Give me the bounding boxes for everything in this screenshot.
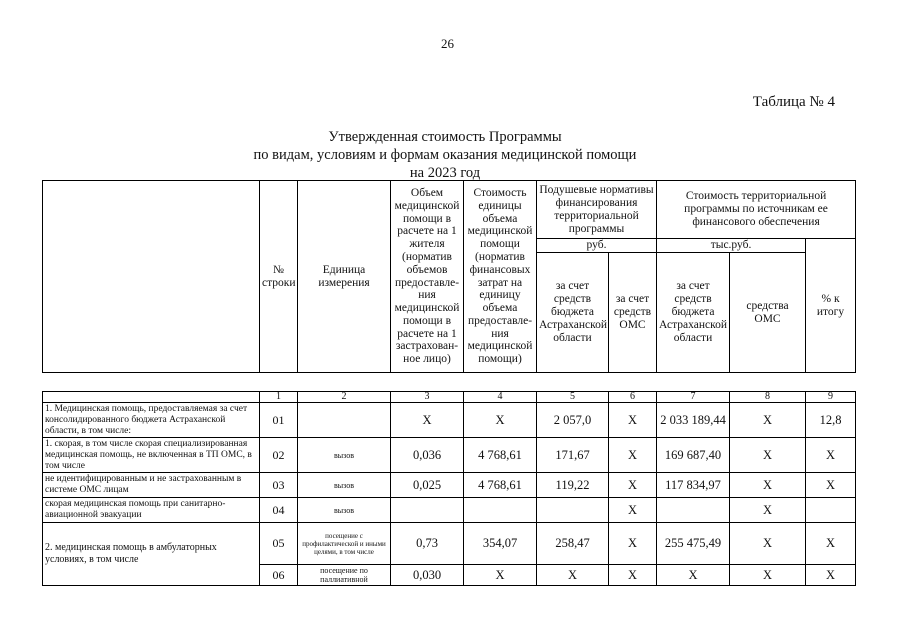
row-oms-per-capita: X bbox=[609, 438, 657, 473]
data-table bbox=[42, 391, 856, 586]
row-oms-total: X bbox=[730, 403, 806, 438]
row-budget-total bbox=[657, 498, 730, 523]
row-oms-total: X bbox=[730, 565, 806, 586]
row-number: 03 bbox=[260, 473, 298, 498]
row-description: 2. медицинская помощь в амбулаторных условиях, в том числе bbox=[43, 523, 260, 586]
header-cost: Стоимость единицы объема медицинской помощи (норматив финансовых затрат на единицу объема предоставле-ния медицинской помощи) bbox=[464, 181, 537, 373]
row-cost: 4 768,61 bbox=[464, 438, 537, 473]
header-volume: Объем медицинской помощи в расчете на 1 жителя (норматив объемов предоставле-ния медицинской помощи в расчете на 1 застрахован-ное лицо) bbox=[391, 181, 464, 373]
header-table bbox=[42, 180, 856, 373]
column-number: 1 bbox=[260, 392, 298, 403]
table-row bbox=[43, 498, 856, 523]
table-row bbox=[43, 473, 856, 498]
row-oms-per-capita: X bbox=[609, 403, 657, 438]
table-row bbox=[43, 403, 856, 438]
row-number: 02 bbox=[260, 438, 298, 473]
row-number: 01 bbox=[260, 403, 298, 438]
column-number: 4 bbox=[464, 392, 537, 403]
row-budget-total: 255 475,49 bbox=[657, 523, 730, 565]
title-line-3: на 2023 год bbox=[409, 165, 481, 181]
row-oms-per-capita: X bbox=[609, 565, 657, 586]
header-row-number: № строки bbox=[260, 181, 298, 373]
header-per-capita: Подушевые нормативы финансирования территориальной программы bbox=[537, 181, 657, 239]
header-budget-total: за счет средств бюджета Астраханской области bbox=[657, 253, 730, 373]
row-budget-total: 169 687,40 bbox=[657, 438, 730, 473]
title-line-1: Утвержденная стоимость Программы bbox=[328, 129, 562, 145]
header-territorial: Стоимость территориальной программы по источникам ее финансового обеспечения bbox=[657, 181, 856, 239]
row-budget-total: 117 834,97 bbox=[657, 473, 730, 498]
row-budget-per-capita: X bbox=[537, 565, 609, 586]
title-line-2: по видам, условиям и формам оказания медицинской помощи bbox=[253, 147, 637, 163]
row-budget-per-capita: 2 057,0 bbox=[537, 403, 609, 438]
row-number: 04 bbox=[260, 498, 298, 523]
row-oms-total: X bbox=[730, 523, 806, 565]
row-description: 1. Медицинская помощь, предоставляемая за счет консолидированного бюджета Астраханской области, в том числе: bbox=[43, 403, 260, 438]
table-label: Таблица № 4 bbox=[752, 94, 835, 110]
row-cost: X bbox=[464, 565, 537, 586]
row-oms-per-capita: X bbox=[609, 498, 657, 523]
column-number: 8 bbox=[730, 392, 806, 403]
row-number: 06 bbox=[260, 565, 298, 586]
row-volume: 0,036 bbox=[391, 438, 464, 473]
row-cost: 354,07 bbox=[464, 523, 537, 565]
row-unit bbox=[298, 403, 391, 438]
row-oms-per-capita: X bbox=[609, 523, 657, 565]
page-number: 26 bbox=[441, 36, 454, 51]
row-budget-per-capita: 171,67 bbox=[537, 438, 609, 473]
row-percent bbox=[806, 498, 856, 523]
row-unit: посещение с профилактической и иными целями, в том числе bbox=[298, 523, 391, 565]
row-budget-per-capita: 119,22 bbox=[537, 473, 609, 498]
row-description: 1. скорая, в том числе скорая специализированная медицинская помощь, не включенная в ТП ОМС, в том числе bbox=[43, 438, 260, 473]
header-percent: % к итогу bbox=[806, 239, 856, 373]
header-unit: Единица измерения bbox=[298, 181, 391, 373]
row-oms-total: X bbox=[730, 473, 806, 498]
row-percent: X bbox=[806, 565, 856, 586]
row-budget-total: 2 033 189,44 bbox=[657, 403, 730, 438]
column-number: 2 bbox=[298, 392, 391, 403]
row-unit: вызов bbox=[298, 498, 391, 523]
header-per-capita-unit: руб. bbox=[537, 239, 657, 253]
row-volume: 0,030 bbox=[391, 565, 464, 586]
row-description: не идентифицированным и не застрахованным в системе ОМС лицам bbox=[43, 473, 260, 498]
row-percent: X bbox=[806, 473, 856, 498]
row-cost bbox=[464, 498, 537, 523]
column-number: 9 bbox=[806, 392, 856, 403]
row-volume bbox=[391, 498, 464, 523]
row-cost: X bbox=[464, 403, 537, 438]
row-number: 05 bbox=[260, 523, 298, 565]
row-budget-per-capita: 258,47 bbox=[537, 523, 609, 565]
row-budget-total: X bbox=[657, 565, 730, 586]
column-number: 3 bbox=[391, 392, 464, 403]
row-unit: посещение по паллиативной bbox=[298, 565, 391, 586]
row-oms-total: X bbox=[730, 498, 806, 523]
header-description-cell bbox=[43, 181, 260, 373]
column-number: 6 bbox=[609, 392, 657, 403]
column-number: 7 bbox=[657, 392, 730, 403]
row-percent: X bbox=[806, 438, 856, 473]
header-budget-per-capita: за счет средств бюджета Астраханской области bbox=[537, 253, 609, 373]
row-percent: X bbox=[806, 523, 856, 565]
header-territorial-unit: тыс.руб. bbox=[657, 239, 806, 253]
column-number-blank bbox=[43, 392, 260, 403]
row-volume: 0,025 bbox=[391, 473, 464, 498]
table-row bbox=[43, 523, 856, 565]
row-description: скорая медицинская помощь при санитарно-авиационной эвакуации bbox=[43, 498, 260, 523]
row-unit: вызов bbox=[298, 473, 391, 498]
row-percent: 12,8 bbox=[806, 403, 856, 438]
row-cost: 4 768,61 bbox=[464, 473, 537, 498]
row-budget-per-capita bbox=[537, 498, 609, 523]
column-number: 5 bbox=[537, 392, 609, 403]
header-oms-per-capita: за счет средств ОМС bbox=[609, 253, 657, 373]
row-volume: 0,73 bbox=[391, 523, 464, 565]
row-oms-total: X bbox=[730, 438, 806, 473]
column-number-row bbox=[43, 392, 856, 403]
row-unit: вызов bbox=[298, 438, 391, 473]
row-volume: X bbox=[391, 403, 464, 438]
row-oms-per-capita: X bbox=[609, 473, 657, 498]
table-row bbox=[43, 438, 856, 473]
header-oms-total: средства ОМС bbox=[730, 253, 806, 373]
